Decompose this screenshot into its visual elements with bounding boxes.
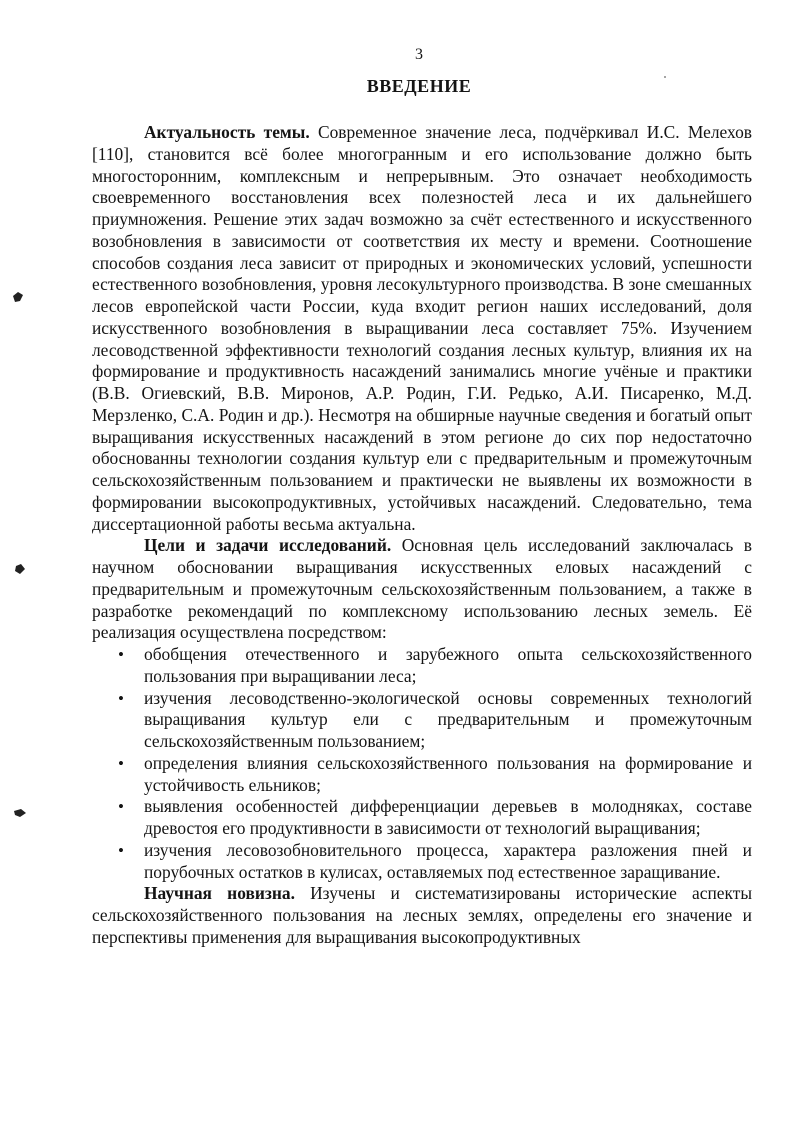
paragraph-goals	[92, 535, 752, 644]
page-title: ВВЕДЕНИЕ	[366, 76, 472, 96]
page-number: 3	[415, 46, 423, 63]
goals-list	[92, 644, 752, 883]
document-body	[92, 122, 752, 949]
binding-mark-icon	[13, 808, 23, 818]
scan-speck	[664, 76, 666, 78]
list-item: • выявления особенностей дифференциации деревьев в молодняках, составе древостоя его продуктивности в зависимости от технологий выращивания;	[92, 796, 752, 840]
relevance-text: Современное значение леса, подчёркивал И.С. Мелехов [110], становится всё более многогранным и его использование должно быть многосторонним, комплексным и непрерывным. Это означает необходимость своевременного восстановления всех полезностей леса и их дальнейшего приумножения. Решение этих задач возможно за счёт естественного и искусственного возобновления в зависимости от соответствия их месту и времени. Соотношение способов создания леса зависит от природных и экономических условий, успешности естественного возобновления, уровня лесокультурного производства. В зоне смешанных лесов европейской части России, куда входит регион наших исследований, доля искусственного возобновления в выращивании леса составляет 75%. Изучением лесоводственной эффективности технологий создания лесных культур, влияния их на формирование и продуктивность насаждений занимались многие учёные и практики (В.В. Огиевский, В.В. Миронов, А.Р. Родин, Г.И. Редько, А.И. Писаренко, М.Д. Мерзленко, С.А. Родин и др.). Несмотря на обширные научные сведения и богатый опыт выращивания искусственных насаждений в этом регионе до сих пор недостаточно обоснованны технологии создания культур ели с предварительным и промежуточным сельскохозяйственным пользованием и практически не выявлены их возможности в формировании высокопродуктивных, устойчивых насаждений. Следовательно, тема диссертационной работы весьма актуальна.	[92, 122, 752, 534]
goals-heading: Цели и задачи исследований.	[144, 535, 392, 556]
list-item: • изучения лесоводственно-экологической основы современных технологий выращивания культур ели с предварительным и промежуточным сельскохозяйственным пользованием;	[92, 688, 752, 753]
paragraph-relevance	[92, 122, 752, 535]
list-item: • изучения лесовозобновительного процесса, характера разложения пней и порубочных остатков в кулисах, оставляемых под естественное заращивание.	[92, 840, 752, 884]
binding-mark-icon	[12, 291, 22, 301]
goals-text: Основная цель исследований заключалась в научном обосновании выращивания искусственных еловых насаждений с предварительным и промежуточным сельскохозяйственным пользованием, а также в разработке рекомендаций по комплексному использованию лесных земель. Её реализация осуществлена посредством:	[92, 535, 752, 643]
binding-mark-icon	[14, 563, 24, 573]
paragraph-novelty	[92, 883, 752, 948]
list-item: • обобщения отечественного и зарубежного опыта сельскохозяйственного пользования при выращивании леса;	[92, 644, 752, 688]
novelty-heading: Научная новизна.	[144, 883, 295, 904]
novelty-text: Изучены и систематизированы исторические аспекты сельскохозяйственного пользования на лесных землях, определены его значение и перспективы применения для выращивания высокопродуктивных	[92, 883, 753, 947]
relevance-heading: Актуальность темы.	[144, 122, 310, 142]
list-item: • определения влияния сельскохозяйственного пользования на формирование и устойчивость ельников;	[92, 753, 752, 797]
